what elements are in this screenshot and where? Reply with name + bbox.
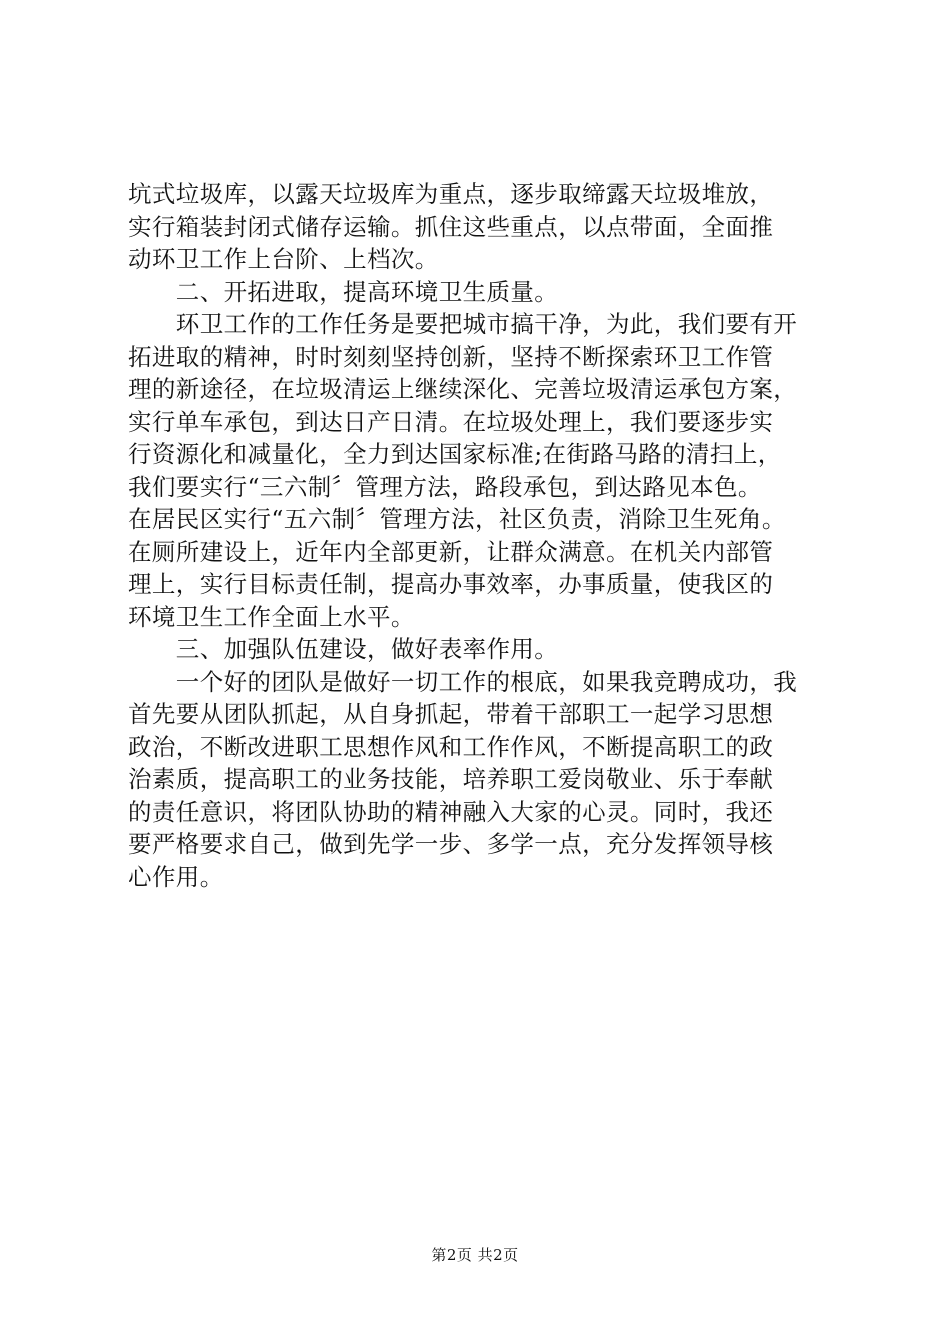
text-line: 在厕所建设上，近年内全部更新，让群众满意。在机关内部管: [128, 537, 774, 566]
section-heading: 二、开拓进取，提高环境卫生质量。: [128, 277, 559, 306]
text-line: 要严格要求自己，做到先学一步、多学一点，充分发挥领导核: [128, 830, 774, 858]
text-line: 行资源化和减量化，全力到达国家标准;在街路马路的清扫上，: [128, 440, 782, 468]
page-number-footer: 第2页 共2页: [431, 1246, 519, 1264]
text-line: 治素质，提高职工的业务技能，培养职工爱岗敬业、乐于奉献: [128, 765, 774, 793]
text-line: 坑式垃圾库，以露天垃圾库为重点，逐步取缔露天垃圾堆放，: [128, 180, 774, 208]
text-line: 在居民区实行“五六制〞管理方法，社区负责，消除卫生死角。: [128, 505, 786, 533]
text-line: 我们要实行“三六制〞管理方法，路段承包，到达路见本色。: [128, 472, 762, 501]
text-line: 心作用。: [128, 862, 224, 891]
text-line: 政治，不断改进职工思想作风和工作作风，不断提高职工的政: [128, 732, 774, 761]
text-line: 环卫工作的工作任务是要把城市搞干净，为此，我们要有开: [128, 310, 798, 338]
text-line: 实行单车承包，到达日产日清。在垃圾处理上，我们要逐步实: [128, 407, 774, 436]
text-line: 一个好的团队是做好一切工作的根底，如果我竞聘成功，我: [128, 667, 798, 696]
text-line: 实行箱装封闭式储存运输。抓住这些重点，以点带面，全面推: [128, 212, 774, 241]
text-line: 动环卫工作上台阶、上档次。: [128, 245, 439, 273]
text-line: 理上，实行目标责任制，提高办事效率，办事质量，使我区的: [128, 570, 774, 598]
section-heading: 三、加强队伍建设，做好表率作用。: [128, 635, 559, 663]
text-line: 拓进取的精神，时时刻刻坚持创新，坚持不断探索环卫工作管: [128, 342, 774, 371]
text-line: 首先要从团队抓起，从自身抓起，带着干部职工一起学习思想: [128, 700, 774, 728]
text-line: 环境卫生工作全面上水平。: [128, 602, 415, 631]
document-body: [128, 178, 828, 893]
text-line: 的责任意识，将团队协助的精神融入大家的心灵。同时，我还: [128, 797, 774, 826]
text-line: 理的新途径，在垃圾清运上继续深化、完善垃圾清运承包方案，: [128, 375, 798, 403]
